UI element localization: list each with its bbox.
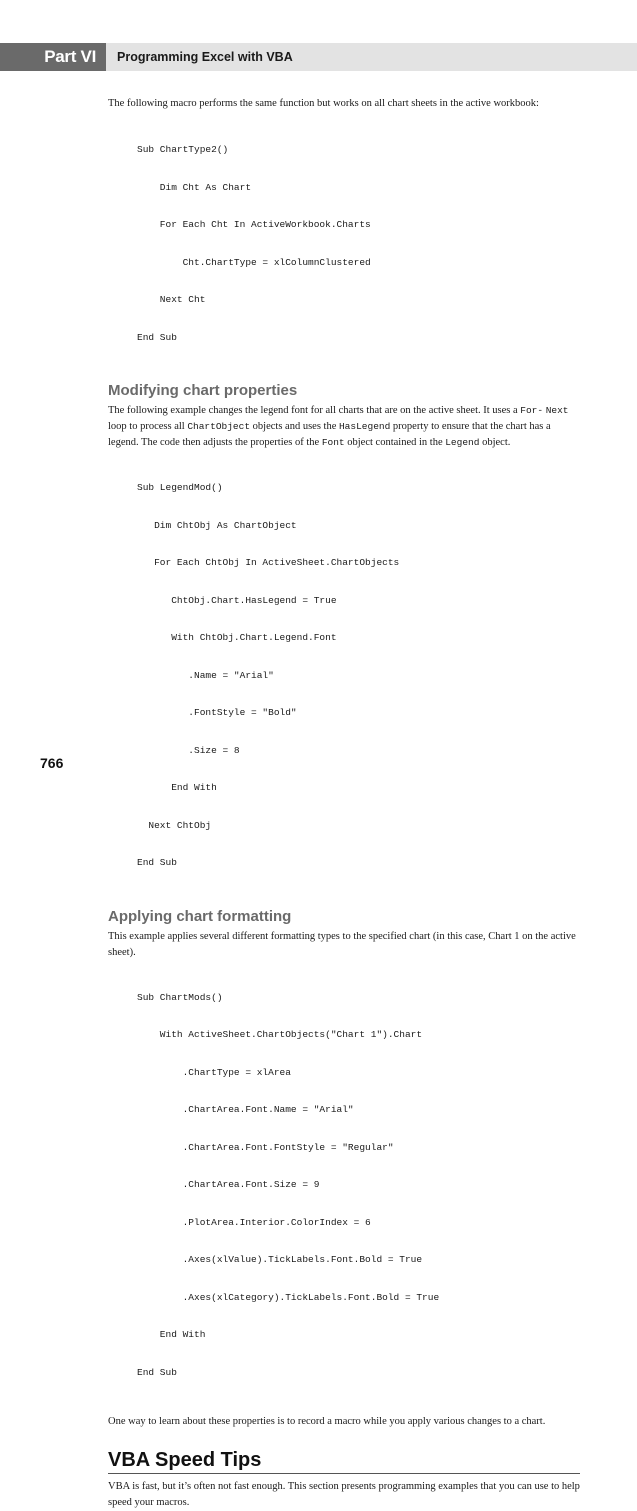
inline-code: For- <box>520 405 544 416</box>
code-line: End Sub <box>137 331 177 343</box>
code-line: With ChtObj.Chart.Legend.Font <box>137 632 337 643</box>
code-line: .Axes(xlCategory).TickLabels.Font.Bold = True <box>137 1291 440 1303</box>
code-line: Next Cht <box>137 294 206 305</box>
code-block-charttype2 <box>137 119 580 369</box>
code-line: .ChartArea.Font.Size = 9 <box>137 1179 320 1190</box>
code-line: ChtObj.Chart.HasLegend = True <box>137 594 337 606</box>
code-line: .ChartArea.Font.Name = "Arial" <box>137 1104 354 1115</box>
inline-code: Next <box>545 405 569 416</box>
section-applying-paragraph: This example applies several different formatting types to the specified chart (in this case, Chart 1 on the active sheet). <box>108 930 576 958</box>
code-line: .ChartType = xlArea <box>137 1066 291 1078</box>
code-line: For Each Cht In ActiveWorkbook.Charts <box>137 219 371 230</box>
text-run: object contained in the <box>344 437 446 448</box>
code-block-legendmod <box>137 457 580 895</box>
code-line: End Sub <box>137 1366 177 1378</box>
page-number: 766 <box>40 755 64 771</box>
text-run: objects and uses the <box>250 421 339 432</box>
section-heading-vba-speed-tips: VBA Speed Tips <box>108 1448 580 1474</box>
text-run: object. <box>479 437 511 448</box>
code-line: Next ChtObj <box>137 819 212 831</box>
code-line: End With <box>137 782 217 793</box>
code-line: .PlotArea.Interior.ColorIndex = 6 <box>137 1216 371 1228</box>
code-block-chartmods <box>137 967 580 1405</box>
code-line: .FontStyle = "Bold" <box>137 707 297 718</box>
section-heading-modifying-chart-properties: Modifying chart properties <box>108 382 298 399</box>
inline-code: Font <box>321 437 345 448</box>
code-line: Sub LegendMod() <box>137 482 223 493</box>
after-code-paragraph: One way to learn about these properties is to record a macro while you apply various changes to a chart. <box>108 1416 546 1427</box>
code-line: With ActiveSheet.ChartObjects("Chart 1").Chart <box>137 1029 423 1040</box>
text-run: loop to process all <box>108 421 188 432</box>
section-modifying-paragraph <box>108 403 580 451</box>
code-line: End Sub <box>137 857 177 868</box>
inline-code: HasLegend <box>338 421 391 432</box>
inline-code: Legend <box>445 437 480 448</box>
code-line: Sub ChartMods() <box>137 991 223 1003</box>
intro-paragraph: The following macro performs the same function but works on all chart sheets in the active workbook: <box>108 98 539 109</box>
inline-code: ChartObject <box>187 421 251 432</box>
code-line: .Name = "Arial" <box>137 669 274 681</box>
code-line: Dim Cht As Chart <box>137 181 252 193</box>
page-content <box>108 96 580 1511</box>
speed-tips-paragraph: VBA is fast, but it’s often not fast enough. This section presents programming examples that you can use to help speed your macros. <box>108 1481 580 1508</box>
text-run: The following example changes the legend font for all charts that are on the active sheet. It uses a <box>108 405 521 416</box>
code-line: For Each ChtObj In ActiveSheet.ChartObjects <box>137 557 400 568</box>
code-line: End With <box>137 1329 206 1340</box>
running-header-title: Programming Excel with VBA <box>117 50 293 64</box>
code-line: .Size = 8 <box>137 744 240 756</box>
section-heading-applying-chart-formatting: Applying chart formatting <box>108 907 292 925</box>
part-label: Part VI <box>0 43 106 71</box>
code-line: Sub ChartType2() <box>137 144 229 155</box>
code-line: Dim ChtObj As ChartObject <box>137 519 297 531</box>
code-line: .Axes(xlValue).TickLabels.Font.Bold = True <box>137 1254 423 1265</box>
code-line: .ChartArea.Font.FontStyle = "Regular" <box>137 1141 394 1153</box>
text-run: property to ensure that the chart has a legend. The code then adjusts the properties of the <box>108 421 551 448</box>
code-line: Cht.ChartType = xlColumnClustered <box>137 256 371 268</box>
